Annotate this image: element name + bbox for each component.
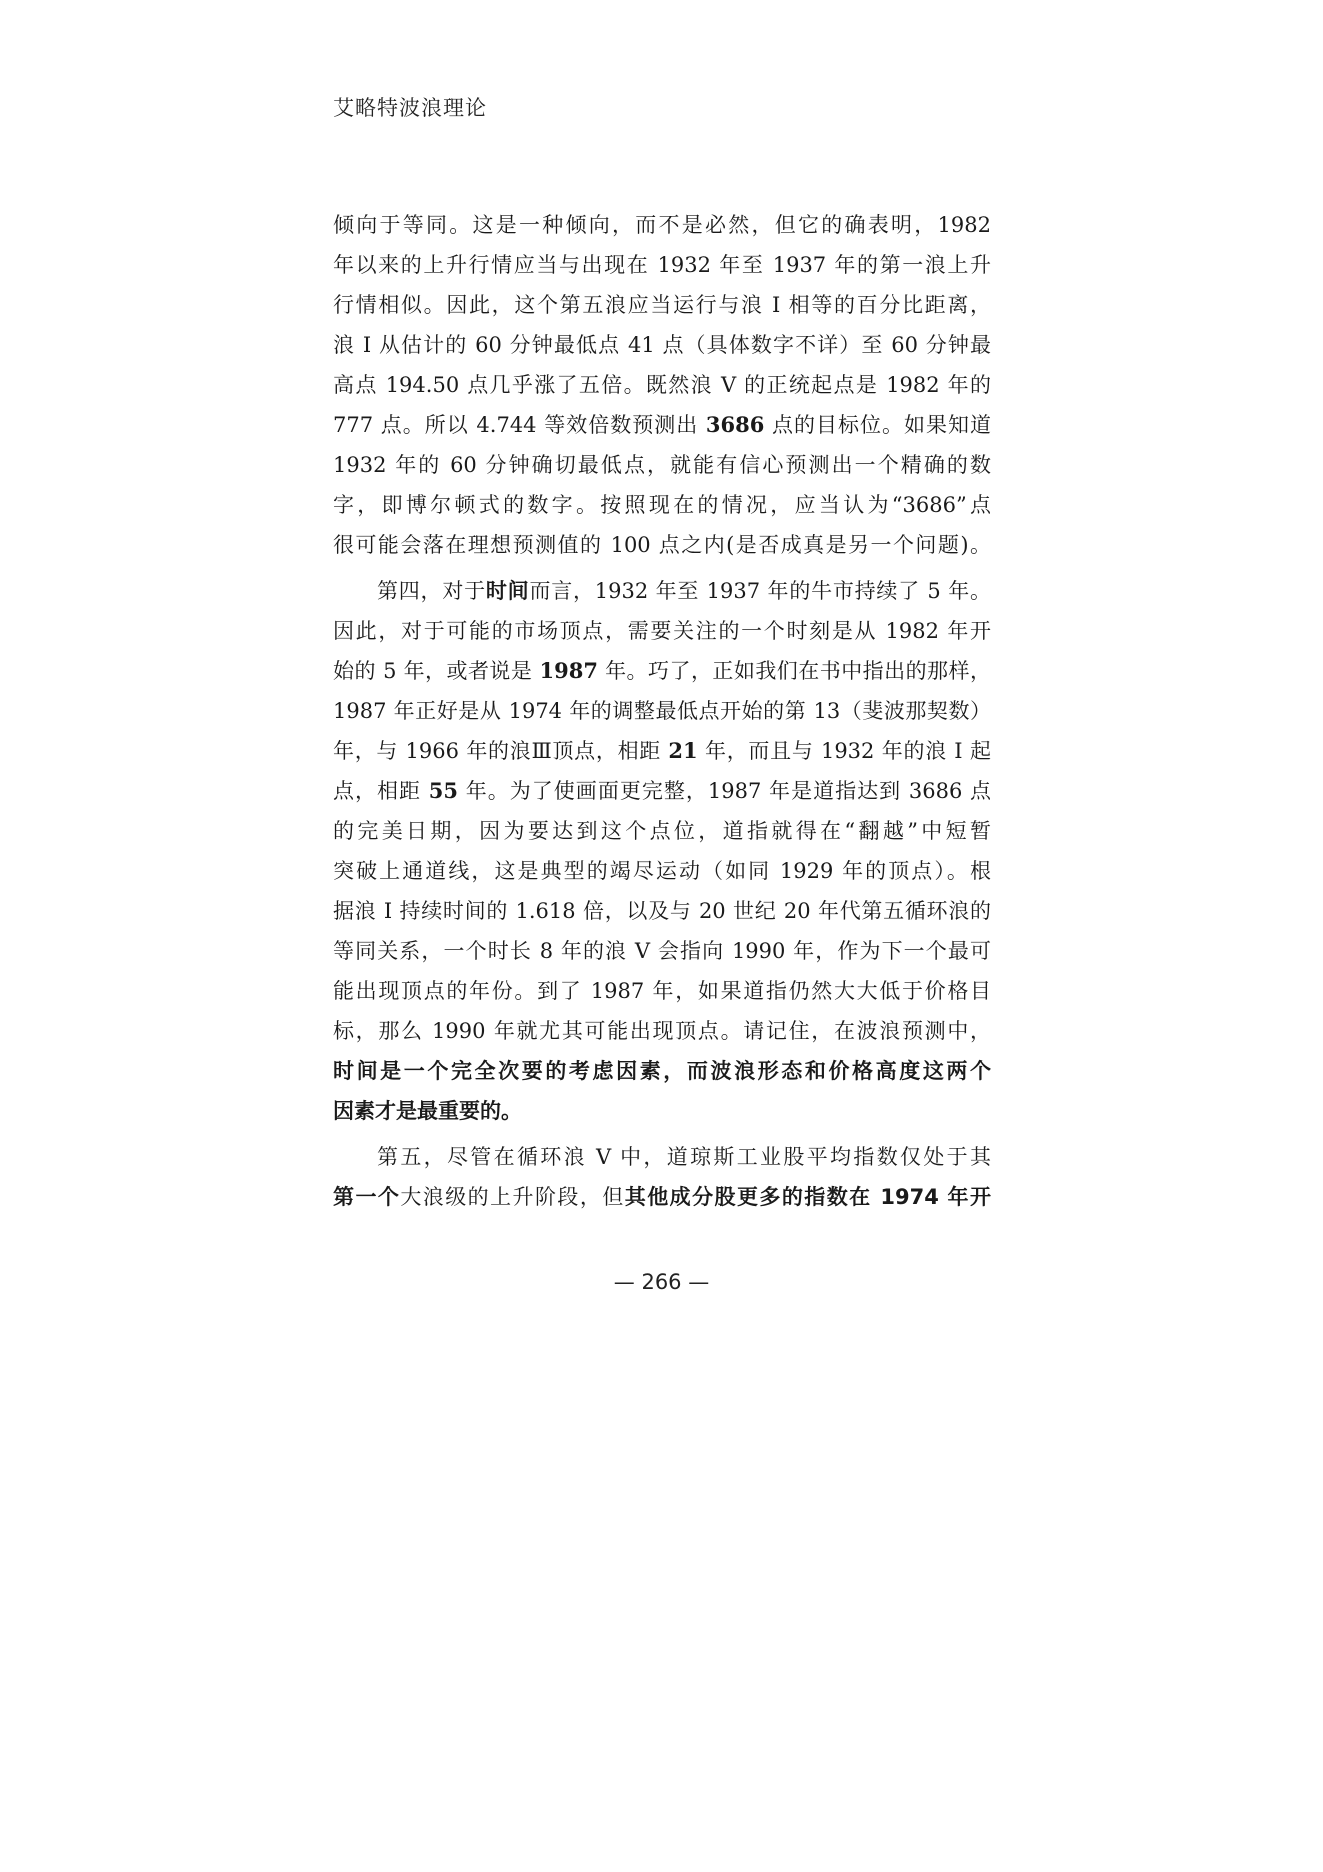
text-line: 据浪 I 持续时间的 1.618 倍，以及与 20 世纪 20 年代第五循环浪的	[333, 899, 991, 923]
bold-number: 21	[668, 738, 698, 763]
text-line: 很可能会落在理想预测值的 100 点之内(是否成真是另一个问题)。	[333, 533, 991, 557]
text-line: 行情相似。因此，这个第五浪应当运行与浪 I 相等的百分比距离，	[333, 293, 991, 317]
text-line	[333, 1177, 991, 1217]
text-line	[333, 651, 991, 691]
text-run: 年。为了使画面更完整，1987 年是道指达到 3686 点	[458, 779, 991, 803]
bold-sentence-line: 时间是一个完全次要的考虑因素，而波浪形态和价格高度这两个	[333, 1059, 991, 1083]
bold-term: 第一个	[333, 1185, 401, 1209]
body-text	[333, 205, 991, 1217]
text-line: 年以来的上升行情应当与出现在 1932 年至 1937 年的第一浪上升	[333, 253, 991, 277]
text-line: 字，即博尔顿式的数字。按照现在的情况，应当认为“3686”点	[333, 493, 991, 517]
text-run: 大浪级的上升阶段，但	[400, 1185, 625, 1209]
text-run: 777 点。所以 4.744 等效倍数预测出	[333, 413, 706, 437]
text-line	[333, 405, 991, 445]
text-line: 的完美日期，因为要达到这个点位，道指就得在“翻越”中短暂	[333, 819, 991, 843]
text-line: 第五，尽管在循环浪 V 中，道琼斯工业股平均指数仅处于其	[377, 1145, 991, 1169]
text-line: 因此，对于可能的市场顶点，需要关注的一个时刻是从 1982 年开	[333, 619, 991, 643]
text-run: 年，而且与 1932 年的浪 I 起	[697, 739, 991, 763]
bold-term: 其他成分股更多的指数在 1974 年开	[624, 1185, 991, 1209]
text-line	[333, 731, 991, 771]
text-line: 突破上通道线，这是典型的竭尽运动（如同 1929 年的顶点）。根	[333, 859, 991, 883]
text-run: 点的目标位。如果知道	[764, 413, 991, 437]
text-line	[333, 771, 991, 811]
text-line: 1932 年的 60 分钟确切最低点，就能有信心预测出一个精确的数	[333, 453, 991, 477]
text-run: 年，与 1966 年的浪Ⅲ顶点，相距	[333, 739, 669, 763]
text-line: 标，那么 1990 年就尤其可能出现顶点。请记住，在波浪预测中，	[333, 1019, 991, 1043]
text-line: 能出现顶点的年份。到了 1987 年，如果道指仍然大大低于价格目	[333, 979, 991, 1003]
text-line: 倾向于等同。这是一种倾向，而不是必然，但它的确表明，1982	[333, 213, 991, 237]
text-run: 年。巧了，正如我们在书中指出的那样，	[597, 659, 991, 683]
bold-number: 1987	[539, 658, 598, 683]
bold-term: 时间	[485, 579, 530, 603]
text-run: 点，相距	[333, 779, 429, 803]
bold-number: 55	[428, 778, 459, 803]
text-run: 始的 5 年，或者说是	[333, 659, 540, 683]
running-header-title: 艾略特波浪理论	[333, 96, 487, 120]
text-line: 高点 194.50 点几乎涨了五倍。既然浪 V 的正统起点是 1982 年的	[333, 373, 991, 397]
text-line: 等同关系，一个时长 8 年的浪 V 会指向 1990 年，作为下一个最可	[333, 939, 991, 963]
bold-sentence-line: 因素才是最重要的。	[333, 1099, 522, 1123]
text-run: 第四，对于	[377, 579, 486, 603]
text-line	[333, 571, 991, 611]
text-run: 而言，1932 年至 1937 年的牛市持续了 5 年。	[529, 579, 992, 603]
bold-number: 3686	[705, 412, 765, 437]
text-line: 浪 I 从估计的 60 分钟最低点 41 点（具体数字不详）至 60 分钟最	[333, 333, 991, 357]
page-number: — 266 —	[613, 1270, 710, 1294]
text-line: 1987 年正好是从 1974 年的调整最低点开始的第 13（斐波那契数）	[333, 699, 991, 723]
